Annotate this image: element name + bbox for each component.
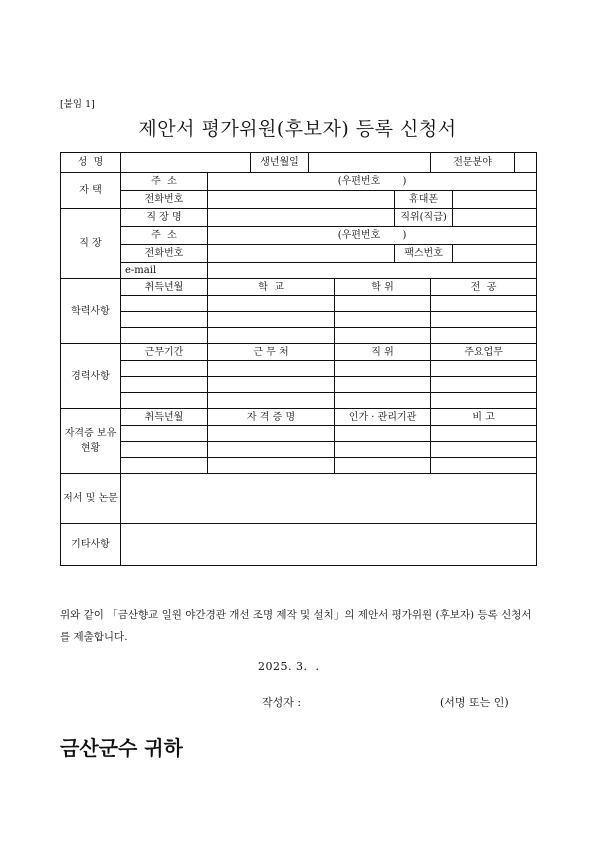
name-label: 성 명 xyxy=(61,153,121,173)
home-phone-label: 전화번호 xyxy=(121,191,208,209)
certificates-cell[interactable] xyxy=(335,458,431,474)
career-header-row xyxy=(61,344,537,361)
work-fax-label: 팩스번호 xyxy=(395,245,453,263)
signer-label: 작성자 : xyxy=(262,696,302,709)
education-cell[interactable] xyxy=(335,312,431,328)
education-header: 학 교 xyxy=(208,279,335,296)
home-phone-value[interactable] xyxy=(208,191,395,209)
application-form-table xyxy=(60,152,537,566)
certificates-header: 취득년월 xyxy=(121,409,208,426)
certificates-row xyxy=(61,458,537,474)
education-cell[interactable] xyxy=(431,296,537,312)
career-cell[interactable] xyxy=(335,377,431,393)
birth-label: 생년월일 xyxy=(251,153,309,173)
certificates-header: 비 고 xyxy=(431,409,537,426)
career-cell[interactable] xyxy=(208,393,335,409)
career-cell[interactable] xyxy=(208,361,335,377)
work-email-value[interactable] xyxy=(208,263,537,279)
career-cell[interactable] xyxy=(335,361,431,377)
career-header: 근 무 처 xyxy=(208,344,335,361)
certificates-cell[interactable] xyxy=(121,442,208,458)
birth-value[interactable] xyxy=(309,153,431,173)
home-address-row xyxy=(61,173,537,191)
field-value[interactable] xyxy=(515,153,537,173)
career-header: 직 위 xyxy=(335,344,431,361)
certificates-cell[interactable] xyxy=(431,458,537,474)
personal-row xyxy=(61,153,537,173)
education-cell[interactable] xyxy=(431,312,537,328)
attachment-label: [붙임 1] xyxy=(60,99,95,110)
certificates-row xyxy=(61,426,537,442)
certificates-cell[interactable] xyxy=(208,426,335,442)
education-cell[interactable] xyxy=(121,312,208,328)
work-address-label: 주 소 xyxy=(121,227,208,245)
other-row xyxy=(61,524,537,566)
career-header: 주요업무 xyxy=(431,344,537,361)
education-row xyxy=(61,312,537,328)
other-value[interactable] xyxy=(121,524,537,566)
work-name-value[interactable] xyxy=(208,209,395,227)
career-row xyxy=(61,361,537,377)
career-header: 근무기간 xyxy=(121,344,208,361)
home-phone-row xyxy=(61,191,537,209)
education-header: 취득년월 xyxy=(121,279,208,296)
education-cell[interactable] xyxy=(208,312,335,328)
certificates-cell[interactable] xyxy=(431,442,537,458)
home-mobile-value[interactable] xyxy=(453,191,537,209)
work-email-row xyxy=(61,263,537,279)
education-cell[interactable] xyxy=(208,296,335,312)
certificates-section-label: 자격증 보유현황 xyxy=(61,409,121,474)
work-section-label: 직 장 xyxy=(61,209,121,279)
form-title: 제안서 평가위원(후보자) 등록 신청서 xyxy=(138,118,457,140)
other-label: 기타사항 xyxy=(61,524,121,566)
certificates-cell[interactable] xyxy=(431,426,537,442)
work-position-label: 직위(직급) xyxy=(395,209,453,227)
education-cell[interactable] xyxy=(121,328,208,344)
certificates-header: 자 격 증 명 xyxy=(208,409,335,426)
certificates-header-row xyxy=(61,409,537,426)
career-cell[interactable] xyxy=(431,361,537,377)
career-cell[interactable] xyxy=(431,377,537,393)
field-label: 전문분야 xyxy=(431,153,515,173)
work-fax-value[interactable] xyxy=(453,245,537,263)
education-row xyxy=(61,328,537,344)
work-name-row xyxy=(61,209,537,227)
education-cell[interactable] xyxy=(335,328,431,344)
education-header-row xyxy=(61,279,537,296)
submission-date: 2025. 3. . xyxy=(258,660,320,673)
career-cell[interactable] xyxy=(121,361,208,377)
career-cell[interactable] xyxy=(431,393,537,409)
declaration-text: 위와 같이 「금산향교 일원 야간경관 개선 조명 제작 및 설치」의 제안서 평가위원 (후보자) 등록 신청서를 제출합니다. xyxy=(60,609,532,643)
home-section-label: 자 택 xyxy=(61,173,121,209)
certificates-cell[interactable] xyxy=(121,426,208,442)
publications-value[interactable] xyxy=(121,474,537,524)
education-section-label: 학력사항 xyxy=(61,279,121,344)
certificates-cell[interactable] xyxy=(208,458,335,474)
career-section-label: 경력사항 xyxy=(61,344,121,409)
certificates-cell[interactable] xyxy=(335,426,431,442)
work-address-row xyxy=(61,227,537,245)
work-phone-label: 전화번호 xyxy=(121,245,208,263)
home-mobile-label: 휴대폰 xyxy=(395,191,453,209)
career-cell[interactable] xyxy=(208,377,335,393)
education-cell[interactable] xyxy=(335,296,431,312)
work-email-label: e-mail xyxy=(121,263,208,279)
career-cell[interactable] xyxy=(121,377,208,393)
name-value[interactable] xyxy=(121,153,251,173)
education-header: 전 공 xyxy=(431,279,537,296)
publications-row xyxy=(61,474,537,524)
career-row xyxy=(61,377,537,393)
education-cell[interactable] xyxy=(208,328,335,344)
home-address-value[interactable]: (우편번호 ) xyxy=(208,173,537,191)
education-cell[interactable] xyxy=(121,296,208,312)
work-phone-row xyxy=(61,245,537,263)
career-cell[interactable] xyxy=(335,393,431,409)
signature-note: (서명 또는 인) xyxy=(440,696,509,709)
career-row xyxy=(61,393,537,409)
certificates-header: 인가 · 관리기관 xyxy=(335,409,431,426)
career-cell[interactable] xyxy=(121,393,208,409)
certificates-cell[interactable] xyxy=(335,442,431,458)
home-address-label: 주 소 xyxy=(121,173,208,191)
addressee: 금산군수 귀하 xyxy=(60,736,183,760)
education-row xyxy=(61,296,537,312)
work-position-value[interactable] xyxy=(453,209,537,227)
work-address-value[interactable]: (우편번호 ) xyxy=(208,227,537,245)
education-cell[interactable] xyxy=(431,328,537,344)
work-phone-value[interactable] xyxy=(208,245,395,263)
publications-label: 저서 및 논문 xyxy=(61,474,121,524)
work-name-label: 직 장 명 xyxy=(121,209,208,227)
certificates-cell[interactable] xyxy=(121,458,208,474)
certificates-row xyxy=(61,442,537,458)
certificates-cell[interactable] xyxy=(208,442,335,458)
education-header: 학 위 xyxy=(335,279,431,296)
